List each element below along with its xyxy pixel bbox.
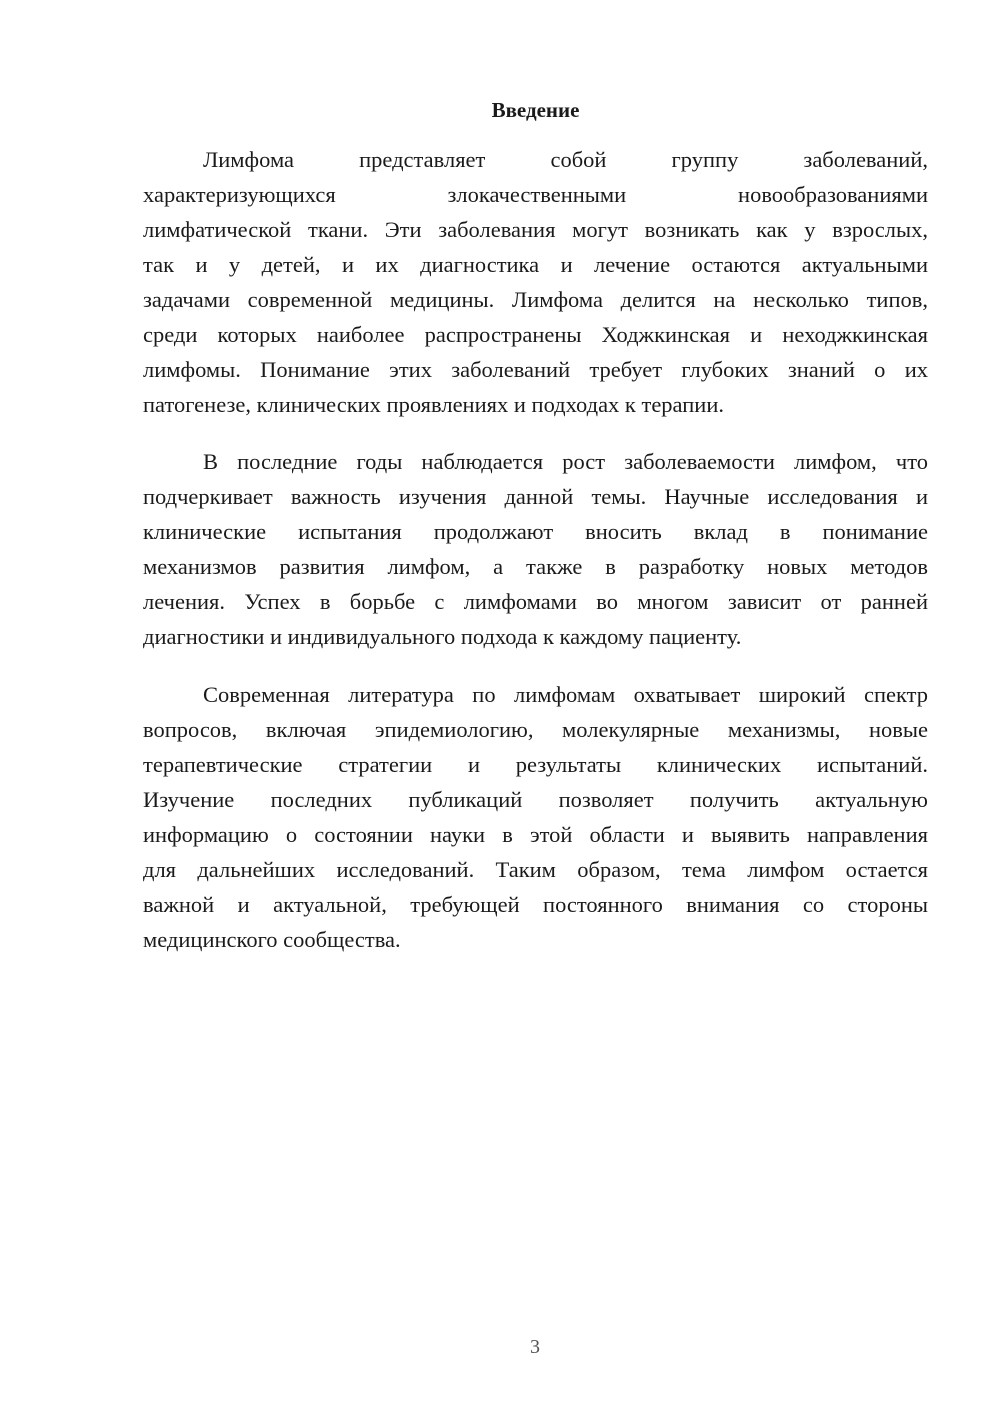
paragraph-line: подчеркивает важность изучения данной темы. Научные исследования и	[143, 484, 928, 509]
paragraph-line: механизмов развития лимфом, а также в разработку новых методов	[143, 554, 928, 579]
paragraph-line: клинические испытания продолжают вносить вклад в понимание	[143, 519, 928, 544]
paragraph-line: патогенезе, клинических проявлениях и подходах к терапии.	[143, 392, 724, 417]
paragraph-line: для дальнейших исследований. Таким образом, тема лимфом остается	[143, 857, 928, 882]
paragraph-line: информацию о состоянии науки в этой области и выявить направления	[143, 822, 928, 847]
paragraph-line: лимфомы. Понимание этих заболеваний требует глубоких знаний о их	[143, 357, 928, 382]
paragraph-line: задачами современной медицины. Лимфома делится на несколько типов,	[143, 287, 928, 312]
paragraph-line: лечения. Успех в борьбе с лимфомами во многом зависит от ранней	[143, 589, 928, 614]
paragraph-line: Современная литература по лимфомам охватывает широкий спектр	[203, 682, 928, 707]
paragraph-line: важной и актуальной, требующей постоянного внимания со стороны	[143, 892, 928, 917]
paragraph-line: вопросов, включая эпидемиологию, молекулярные механизмы, новые	[143, 717, 928, 742]
paragraph-line: диагностики и индивидуального подхода к каждому пациенту.	[143, 624, 742, 649]
paragraph-line: терапевтические стратегии и результаты клинических испытаний.	[143, 752, 928, 777]
page-title: Введение	[491, 98, 580, 122]
paragraph-line: Изучение последних публикаций позволяет получить актуальную	[143, 787, 928, 812]
paragraph-line: среди которых наиболее распространены Ходжкинская и неходжкинская	[143, 322, 928, 347]
page-number: 3	[530, 1336, 540, 1358]
paragraph-line: Лимфома представляет собой группу заболеваний,	[203, 147, 928, 172]
paragraph-line: В последние годы наблюдается рост заболеваемости лимфом, что	[203, 449, 928, 474]
paragraph-line: лимфатической ткани. Эти заболевания могут возникать как у взрослых,	[143, 217, 928, 242]
paragraph-line: медицинского сообщества.	[143, 927, 401, 952]
paragraph-line: характеризующихся злокачественными новообразованиями	[143, 182, 928, 207]
paragraph-line: так и у детей, и их диагностика и лечение остаются актуальными	[143, 252, 928, 277]
